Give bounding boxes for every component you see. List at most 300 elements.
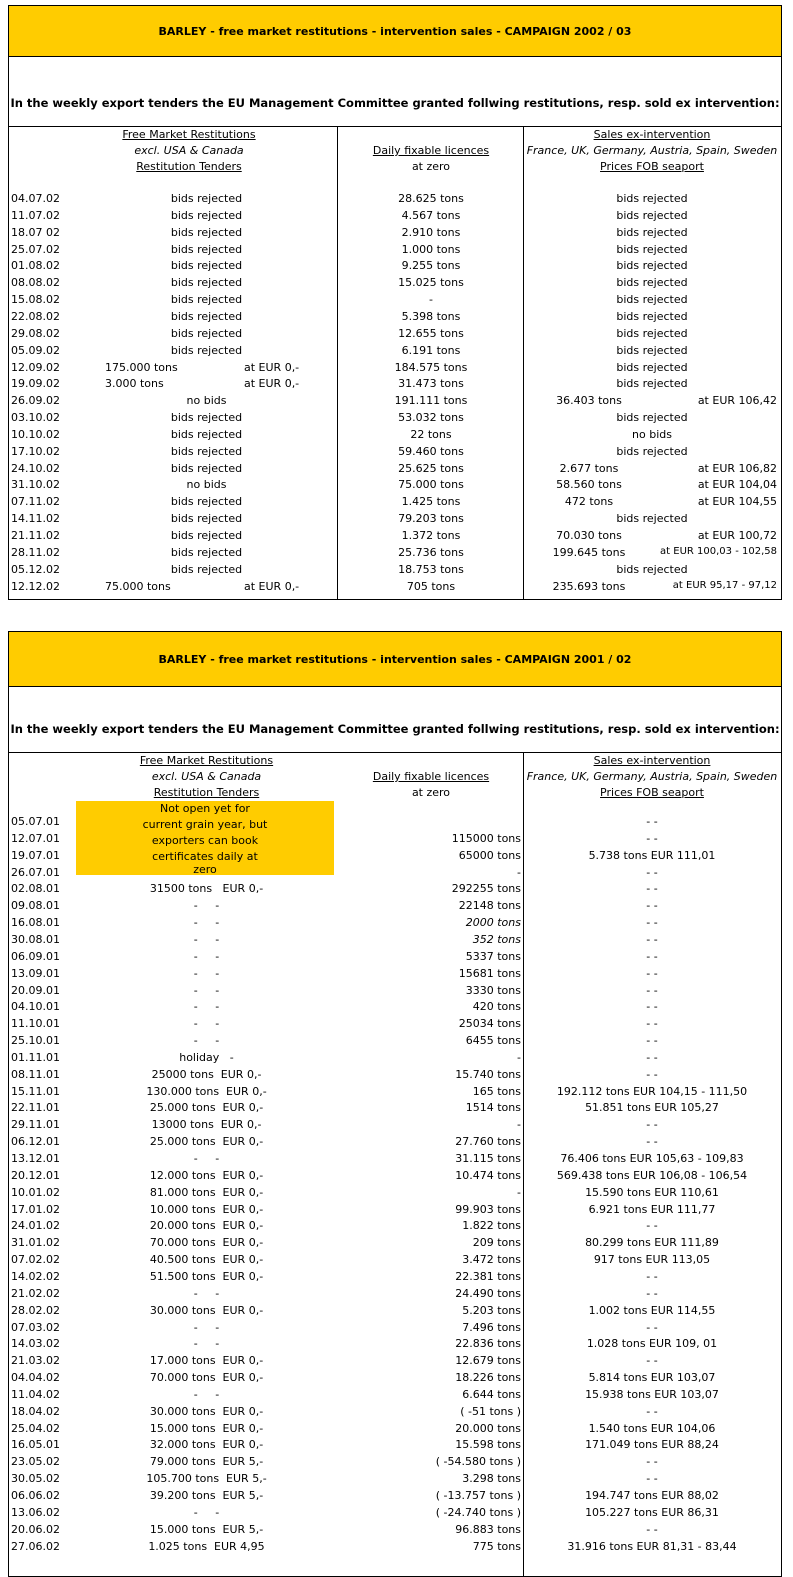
table-row <box>9 1219 781 1235</box>
licence-amount: 1.822 tons <box>462 1219 521 1233</box>
sale-status: bids rejected <box>616 562 688 576</box>
row-date: 10.01.02 <box>11 1185 60 1199</box>
licence-amount: - <box>517 1050 521 1064</box>
table-row <box>9 916 781 932</box>
restitution-value: - - <box>193 1286 220 1300</box>
sale-amount: 70.030 tons <box>556 529 622 542</box>
table-row <box>9 344 781 360</box>
licence-amount: 28.625 tons <box>398 192 464 205</box>
licence-amount: ( -54.580 tons ) <box>435 1455 521 1469</box>
sale-value: - - <box>646 1269 658 1283</box>
restitution-value: 130.000 tons EUR 0,- <box>146 1084 267 1098</box>
row-date: 11.10.01 <box>11 1017 60 1031</box>
row-date: 12.07.01 <box>11 831 60 845</box>
restitution-value: 51.500 tons EUR 0,- <box>149 1269 264 1283</box>
sale-value: - - <box>646 949 658 963</box>
licence-amount: 96.883 tons <box>455 1522 521 1536</box>
row-date: 16.08.01 <box>11 916 60 930</box>
sale-value: 192.112 tons EUR 104,15 - 111,50 <box>556 1084 748 1098</box>
table-row <box>9 512 781 528</box>
table-row <box>9 361 781 377</box>
table-row <box>9 1236 781 1252</box>
table-row <box>9 1253 781 1269</box>
table-row <box>9 1388 781 1404</box>
licence-amount: 9.255 tons <box>401 259 461 273</box>
sale-value: 194.747 tons EUR 88,02 <box>585 1489 719 1502</box>
row-date: 25.10.01 <box>11 1034 60 1048</box>
restitution-status: bids rejected <box>170 293 243 307</box>
restitution-value: - - <box>193 1505 220 1519</box>
table-row <box>9 445 781 461</box>
restitution-status: bids rejected <box>170 427 243 441</box>
restitution-price: at EUR 0,- <box>244 377 300 391</box>
licence-amount: 2000 tons <box>465 916 521 930</box>
row-date: 28.02.02 <box>11 1303 60 1317</box>
sale-value: 5.738 tons EUR 111,01 <box>588 848 716 862</box>
row-date: 17.01.02 <box>11 1202 60 1216</box>
sale-status: bids rejected <box>616 411 688 425</box>
sale-value: - - <box>646 899 658 913</box>
row-date: 14.03.02 <box>11 1337 60 1351</box>
row-date: 06.09.01 <box>11 949 60 963</box>
table-row <box>9 1321 781 1337</box>
table-row <box>9 1371 781 1387</box>
sale-value: - - <box>646 966 658 980</box>
licence-amount: - <box>517 1118 521 1132</box>
sale-value: 15.590 tons EUR 110,61 <box>585 1185 719 1199</box>
row-date: 25.04.02 <box>11 1421 60 1435</box>
row-date: 13.06.02 <box>11 1505 60 1519</box>
sale-value: - - <box>646 1404 658 1418</box>
licence-amount: 22 tons <box>410 427 452 441</box>
table-row <box>9 1186 781 1202</box>
licence-amount: 65000 tons <box>458 848 521 862</box>
sale-value: - - <box>646 1286 658 1300</box>
sale-amount: 235.693 tons <box>552 579 626 593</box>
licence-amount: 6455 tons <box>465 1034 521 1048</box>
sale-value: - - <box>646 1050 658 1064</box>
row-date: 04.07.02 <box>11 192 60 205</box>
sale-status: bids rejected <box>616 360 688 374</box>
licences-column-header: Daily fixable licences at zero <box>372 770 490 799</box>
licence-amount: 165 tons <box>472 1084 521 1098</box>
sale-value: - - <box>646 831 658 845</box>
table-row <box>9 849 781 865</box>
table-row <box>9 1085 781 1101</box>
table-row <box>9 529 781 545</box>
row-date: 29.11.01 <box>11 1118 60 1132</box>
licence-amount: - <box>429 293 433 307</box>
restitution-status: bids rejected <box>170 444 243 458</box>
table-row <box>9 1169 781 1185</box>
sale-price: at EUR 104,04 <box>697 478 777 492</box>
table-row <box>9 478 781 494</box>
restitutions-column-header: Free Market Restitutions excl. USA & Canada Restitution Tenders <box>122 128 256 173</box>
row-date: 30.08.01 <box>11 932 60 946</box>
restitution-value: holiday - <box>179 1050 234 1064</box>
sale-value: 15.938 tons EUR 103,07 <box>585 1387 719 1401</box>
licence-amount: 59.460 tons <box>398 444 464 458</box>
licence-amount: 184.575 tons <box>394 360 468 374</box>
table-row <box>9 1422 781 1438</box>
licence-amount: 1.425 tons <box>401 495 461 509</box>
restitution-value: 70.000 tons EUR 0,- <box>149 1371 264 1385</box>
sale-price: at EUR 95,17 - 97,12 <box>672 579 777 591</box>
table-row <box>9 428 781 444</box>
row-date: 01.08.02 <box>11 259 60 273</box>
sale-amount: 58.560 tons <box>556 478 622 492</box>
intro-text: In the weekly export tenders the EU Management Committee granted follwing restitutions, resp. sold ex intervention: <box>10 722 780 736</box>
sale-status: bids rejected <box>616 512 688 526</box>
restitution-value: 79.000 tons EUR 5,- <box>149 1455 264 1469</box>
restitution-status: bids rejected <box>170 208 243 222</box>
restitution-value: - - <box>193 1337 220 1351</box>
licence-amount: 5.203 tons <box>462 1303 521 1317</box>
table-row <box>9 293 781 309</box>
sale-value: - - <box>646 865 658 879</box>
licence-amount: 10.474 tons <box>455 1168 521 1182</box>
table-row <box>9 1270 781 1286</box>
restitutions-column-header: Free Market Restitutions excl. USA & Canada Restitution Tenders <box>139 754 274 799</box>
licence-amount: 7.496 tons <box>462 1320 521 1334</box>
table-row <box>9 1354 781 1370</box>
licence-amount: 420 tons <box>472 1000 521 1014</box>
sale-value: - - <box>646 1320 658 1334</box>
sale-value: - - <box>646 882 658 896</box>
licence-amount: 6.644 tons <box>462 1387 521 1401</box>
table-row <box>9 950 781 966</box>
table-row <box>9 899 781 915</box>
restitution-price: at EUR 0,- <box>244 579 300 593</box>
table-row <box>9 1287 781 1303</box>
restitution-status: bids rejected <box>170 495 243 509</box>
restitution-value: 20.000 tons EUR 0,- <box>149 1219 264 1233</box>
row-date: 10.10.02 <box>11 427 60 441</box>
sale-status: bids rejected <box>616 192 688 205</box>
sales-column-header: Sales ex-intervention France, UK, Germany, Austria, Spain, Sweden Prices FOB seaport <box>526 128 778 173</box>
panel-title: BARLEY - free market restitutions - intervention sales - CAMPAIGN 2001 / 02 <box>9 632 781 687</box>
sale-status: no bids <box>632 427 672 441</box>
table-row <box>9 580 781 596</box>
table-row <box>9 411 781 427</box>
licence-amount: ( -24.740 tons ) <box>435 1505 521 1519</box>
row-date: 27.06.02 <box>11 1539 60 1553</box>
sale-status: bids rejected <box>616 293 688 307</box>
row-date: 31.01.02 <box>11 1236 60 1250</box>
table-row <box>9 1506 781 1522</box>
licence-amount: 115000 tons <box>451 831 521 845</box>
sale-amount: 199.645 tons <box>552 545 626 559</box>
restitution-status: bids rejected <box>170 259 243 273</box>
table-row <box>9 1000 781 1016</box>
sale-value: - - <box>646 1455 658 1469</box>
restitution-value: - - <box>193 1320 220 1334</box>
table-row <box>9 1438 781 1454</box>
restitution-value: 15.000 tons EUR 5,- <box>149 1522 264 1536</box>
sale-value: - - <box>646 1472 658 1486</box>
sale-value: - - <box>646 1067 658 1081</box>
restitution-status: bids rejected <box>170 309 243 323</box>
restitution-value: 70.000 tons EUR 0,- <box>149 1236 264 1250</box>
sale-value: 105.227 tons EUR 86,31 <box>585 1505 719 1519</box>
row-date: 18.04.02 <box>11 1404 60 1418</box>
licence-amount: 15.740 tons <box>455 1067 521 1081</box>
row-date: 16.05.01 <box>11 1438 60 1452</box>
licence-amount: 1514 tons <box>465 1101 521 1115</box>
row-date: 01.11.01 <box>11 1050 60 1064</box>
licence-amount: - <box>517 865 521 879</box>
licence-amount: 53.032 tons <box>398 411 464 425</box>
sale-value: - - <box>646 1034 658 1048</box>
row-date: 15.08.02 <box>11 293 60 307</box>
table-row <box>9 546 781 562</box>
sale-status: bids rejected <box>616 326 688 340</box>
sale-amount: 2.677 tons <box>559 461 619 475</box>
row-date: 21.03.02 <box>11 1354 60 1368</box>
row-date: 05.09.02 <box>11 343 60 357</box>
table-row <box>9 1455 781 1471</box>
row-date: 05.07.01 <box>11 815 60 828</box>
table-row <box>9 882 781 898</box>
sale-status: bids rejected <box>616 309 688 323</box>
table-row <box>9 192 781 208</box>
licence-amount: 79.203 tons <box>398 512 464 526</box>
licence-amount: 25034 tons <box>458 1017 521 1031</box>
row-date: 04.10.01 <box>11 1000 60 1014</box>
sale-value: 171.049 tons EUR 88,24 <box>585 1438 719 1452</box>
row-date: 04.04.02 <box>11 1371 60 1385</box>
restitution-value: 30.000 tons EUR 0,- <box>149 1303 264 1317</box>
sale-value: 569.438 tons EUR 106,08 - 106,54 <box>556 1168 748 1182</box>
table-row <box>9 563 781 579</box>
table-row <box>9 276 781 292</box>
restitution-value: - - <box>193 1152 220 1165</box>
sale-value: 6.921 tons EUR 111,77 <box>588 1202 716 1216</box>
row-date: 18.07 02 <box>11 225 60 239</box>
table-row <box>9 1152 781 1168</box>
row-date: 29.08.02 <box>11 326 60 340</box>
sale-value: 1.002 tons EUR 114,55 <box>588 1303 716 1317</box>
licence-amount: 15.025 tons <box>398 276 464 290</box>
sale-value: - - <box>646 983 658 997</box>
row-date: 11.04.02 <box>11 1387 60 1401</box>
table-row <box>9 1540 781 1556</box>
restitution-status: bids rejected <box>170 276 243 290</box>
row-date: 06.12.01 <box>11 1135 60 1149</box>
restitution-status: no bids <box>186 394 227 408</box>
table-row <box>9 1017 781 1033</box>
table-row <box>9 866 781 882</box>
licence-amount: 12.679 tons <box>455 1354 521 1368</box>
table-row <box>9 984 781 1000</box>
licence-amount: 31.473 tons <box>398 377 464 391</box>
licence-amount: 705 tons <box>406 579 456 593</box>
table-row <box>9 394 781 410</box>
row-date: 21.02.02 <box>11 1286 60 1300</box>
licence-amount: 20.000 tons <box>455 1421 521 1435</box>
row-date: 07.03.02 <box>11 1320 60 1334</box>
row-date: 15.11.01 <box>11 1084 60 1098</box>
restitution-price: at EUR 0,- <box>244 360 300 374</box>
row-date: 24.01.02 <box>11 1219 60 1233</box>
restitution-value: - - <box>193 966 220 980</box>
row-date: 07.11.02 <box>11 495 60 509</box>
sale-status: bids rejected <box>616 276 688 290</box>
restitution-value: - - <box>193 983 220 997</box>
licence-amount: 27.760 tons <box>455 1135 521 1149</box>
restitution-status: bids rejected <box>170 512 243 526</box>
row-date: 14.02.02 <box>11 1269 60 1283</box>
row-date: 31.10.02 <box>11 478 60 492</box>
licence-amount: 6.191 tons <box>401 343 461 357</box>
table-row <box>9 209 781 225</box>
licence-amount: 99.903 tons <box>455 1202 521 1216</box>
row-date: 08.11.01 <box>11 1067 60 1081</box>
restitution-value: 15.000 tons EUR 0,- <box>149 1421 264 1435</box>
row-date: 23.05.02 <box>11 1455 60 1469</box>
licence-amount: 3.472 tons <box>462 1253 521 1267</box>
row-date: 13.09.01 <box>11 966 60 980</box>
licence-amount: 22.381 tons <box>455 1269 521 1283</box>
licence-amount: 22.836 tons <box>455 1337 521 1351</box>
row-date: 20.06.02 <box>11 1522 60 1536</box>
restitution-value: 13000 tons EUR 0,- <box>151 1118 262 1132</box>
restitution-value: 1.025 tons EUR 4,95 <box>148 1539 265 1553</box>
table-row <box>9 226 781 242</box>
row-date: 24.10.02 <box>11 461 60 475</box>
table-row <box>9 933 781 949</box>
licence-amount: 22148 tons <box>458 899 521 913</box>
sale-price: at EUR 106,42 <box>697 394 777 408</box>
restitution-amount: 3.000 tons <box>105 377 164 391</box>
sale-value: - - <box>646 1219 658 1233</box>
sale-value: - - <box>646 1000 658 1014</box>
row-date: 02.08.01 <box>11 882 60 896</box>
licence-amount: ( -13.757 tons ) <box>435 1489 521 1502</box>
restitution-value: 40.500 tons EUR 0,- <box>149 1253 264 1267</box>
restitution-amount: 75.000 tons <box>105 579 171 593</box>
restitution-value: - - <box>193 1017 220 1031</box>
licence-amount: 24.490 tons <box>455 1286 521 1300</box>
row-date: 20.09.01 <box>11 983 60 997</box>
row-date: 25.07.02 <box>11 242 60 256</box>
restitution-value: - - <box>193 1387 220 1401</box>
sale-value: 51.851 tons EUR 105,27 <box>585 1101 719 1115</box>
sale-value: - - <box>646 932 658 946</box>
restitution-status: bids rejected <box>170 529 243 542</box>
restitution-value: 32.000 tons EUR 0,- <box>149 1438 264 1452</box>
licence-amount: 3330 tons <box>465 983 521 997</box>
row-date: 21.11.02 <box>11 529 60 542</box>
licence-amount: 1.372 tons <box>401 529 461 542</box>
restitution-value: 10.000 tons EUR 0,- <box>149 1202 264 1216</box>
row-date: 17.10.02 <box>11 444 60 458</box>
row-date: 19.07.01 <box>11 848 60 862</box>
restitution-value: 25.000 tons EUR 0,- <box>149 1101 264 1115</box>
sale-amount: 36.403 tons <box>556 394 622 408</box>
table-row <box>9 310 781 326</box>
restitution-value: - - <box>193 932 220 946</box>
licence-amount: 25.736 tons <box>398 545 464 559</box>
restitution-status: bids rejected <box>170 242 243 256</box>
licence-amount: 15.598 tons <box>455 1438 521 1452</box>
licences-column-header: Daily fixable licences at zero <box>372 144 490 173</box>
table-row <box>9 1118 781 1134</box>
sale-status: bids rejected <box>616 343 688 357</box>
restitution-value: - - <box>193 899 220 913</box>
restitution-value: 105.700 tons EUR 5,- <box>146 1472 267 1486</box>
table-row <box>9 1034 781 1050</box>
sale-price: at EUR 100,72 <box>697 529 777 542</box>
sale-value: - - <box>646 1354 658 1368</box>
restitution-value: 25000 tons EUR 0,- <box>151 1067 262 1081</box>
licence-amount: 18.753 tons <box>398 562 464 576</box>
licence-amount: 292255 tons <box>451 882 521 896</box>
sale-value: - - <box>646 1522 658 1536</box>
row-date: 13.12.01 <box>11 1152 60 1165</box>
table-row <box>9 1405 781 1421</box>
sale-price: at EUR 104,55 <box>697 495 777 509</box>
restitution-status: bids rejected <box>170 192 243 205</box>
licence-amount: 5337 tons <box>465 949 521 963</box>
restitution-value: 81.000 tons EUR 0,- <box>149 1185 264 1199</box>
licence-amount: 209 tons <box>472 1236 521 1250</box>
table-row <box>9 1489 781 1505</box>
restitution-value: - - <box>193 916 220 930</box>
sale-status: bids rejected <box>616 208 688 222</box>
table-row <box>9 1068 781 1084</box>
sale-value: - - <box>646 1017 658 1031</box>
licence-amount: ( -51 tons ) <box>460 1404 521 1418</box>
licence-amount: 12.655 tons <box>398 326 464 340</box>
table-row <box>9 259 781 275</box>
row-date: 06.06.02 <box>11 1489 60 1502</box>
restitution-value: - - <box>193 949 220 963</box>
licence-amount: 31.115 tons <box>455 1152 521 1165</box>
sale-value: 1.028 tons EUR 109, 01 <box>586 1337 718 1351</box>
sale-value: 5.814 tons EUR 103,07 <box>588 1371 716 1385</box>
sales-column-header: Sales ex-intervention France, UK, Germany, Austria, Spain, Sweden Prices FOB seaport <box>526 754 778 799</box>
sale-value: - - <box>646 815 658 828</box>
sale-status: bids rejected <box>616 444 688 458</box>
licence-amount: 775 tons <box>472 1539 521 1553</box>
row-date: 14.11.02 <box>11 512 60 526</box>
table-row <box>9 1135 781 1151</box>
licence-amount: - <box>517 1185 521 1199</box>
row-date: 09.08.01 <box>11 899 60 913</box>
table-row <box>9 967 781 983</box>
licence-amount: 191.111 tons <box>394 394 468 408</box>
campaign-2001-02-panel <box>8 631 782 1577</box>
licence-amount: 2.910 tons <box>401 225 461 239</box>
sale-amount: 472 tons <box>564 495 614 509</box>
restitution-status: bids rejected <box>170 343 243 357</box>
row-date: 12.09.02 <box>11 360 60 374</box>
not-open-note: Not open yet for current grain year, but exporters can book certificates daily at zero <box>76 801 334 875</box>
row-date: 07.02.02 <box>11 1253 60 1267</box>
intro-text: In the weekly export tenders the EU Management Committee granted follwing restitutions, resp. sold ex intervention: <box>10 96 780 110</box>
sale-value: - - <box>646 1118 658 1132</box>
licence-amount: 4.567 tons <box>401 208 461 222</box>
sale-price: at EUR 106,82 <box>697 461 777 475</box>
campaign-2002-03-panel <box>8 5 782 600</box>
restitution-value: 25.000 tons EUR 0,- <box>149 1135 264 1149</box>
row-date: 26.09.02 <box>11 394 60 408</box>
restitution-status: bids rejected <box>170 545 243 559</box>
row-date: 20.12.01 <box>11 1168 60 1182</box>
sale-status: bids rejected <box>616 259 688 273</box>
row-date: 12.12.02 <box>11 579 60 593</box>
